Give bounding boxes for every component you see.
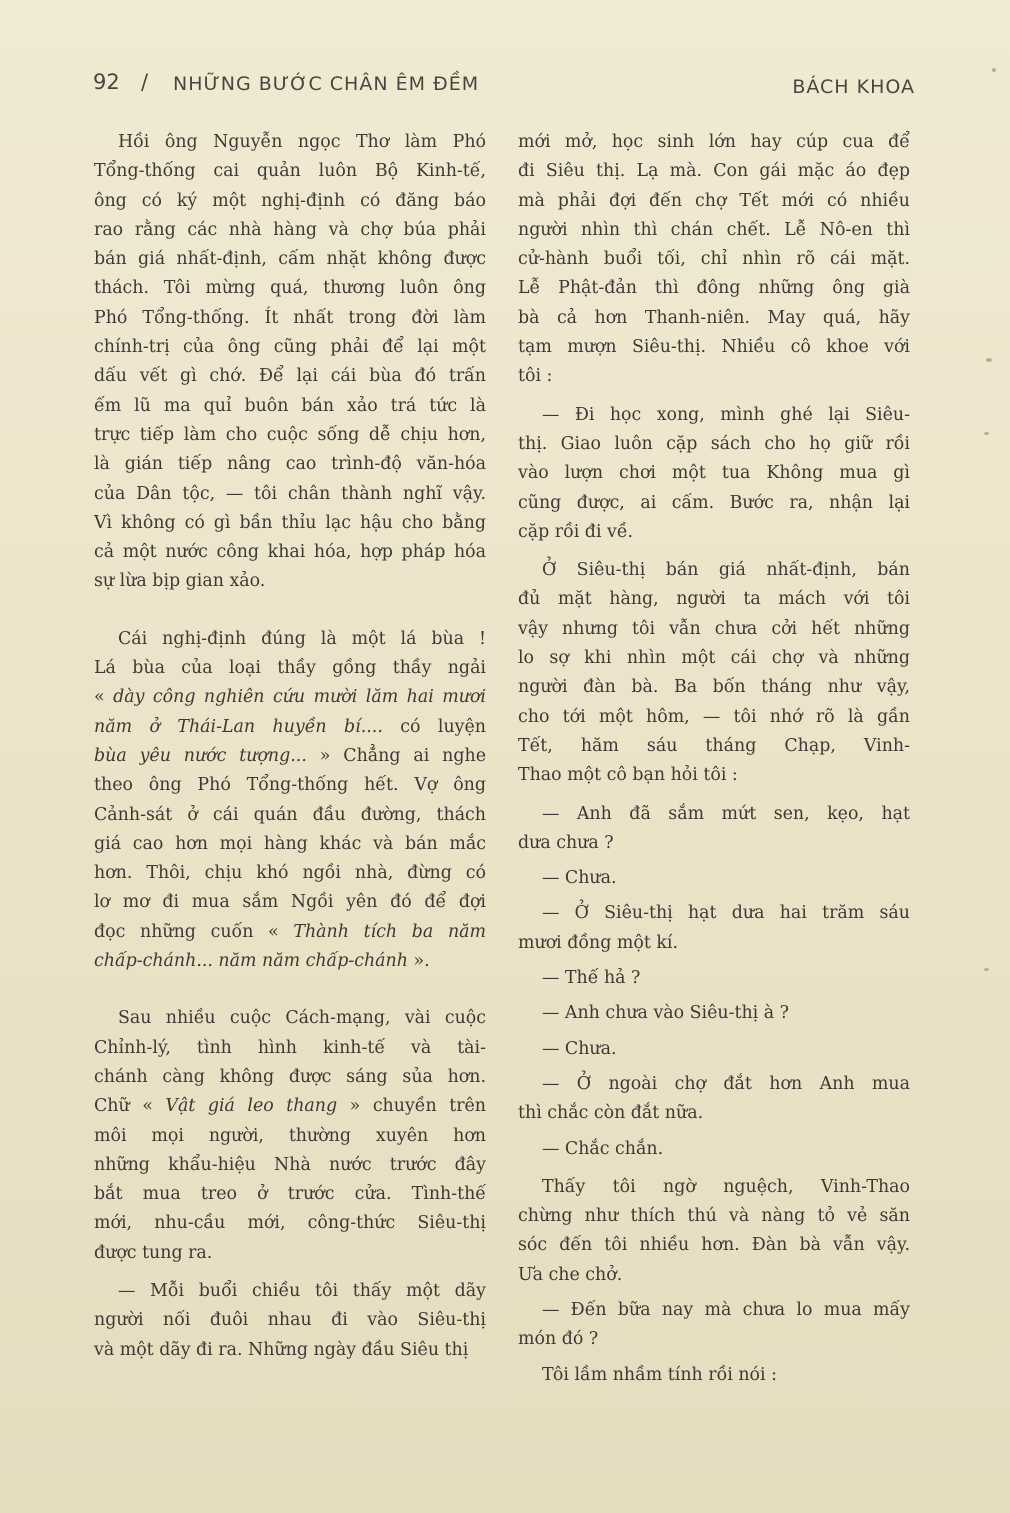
paragraph <box>518 999 910 1028</box>
text-line: bà cả hơn Thanh-niên. May quá, hãy <box>518 307 910 328</box>
text-line: — Anh đã sắm mứt sen, kẹo, hạt <box>542 803 910 824</box>
text-line: Cảnh-sát ở cái quán đầu đường, thách <box>94 804 486 825</box>
paragraph <box>94 625 486 977</box>
paragraph <box>518 964 910 993</box>
paragraph <box>518 128 910 392</box>
text-line: đi Siêu thị. Lạ mà. Con gái mặc áo đẹp <box>518 161 910 182</box>
paragraph-gap <box>518 791 910 800</box>
text-line: vào lượn chơi một tua Không mua gì <box>518 463 910 484</box>
text-line: người nối đuôi nhau đi vào Siêu-thị <box>94 1310 486 1331</box>
paragraph <box>518 1173 910 1290</box>
text-line: Hồi ông Nguyễn ngọc Thơ làm Phó <box>118 132 486 152</box>
paragraph <box>94 1004 486 1268</box>
text-line: tôi : <box>518 366 553 387</box>
text-line: thì chắc còn đắt nữa. <box>518 1103 704 1124</box>
text-line: sự lừa bịp gian xảo. <box>94 571 266 592</box>
text-line: Lá bùa của loại thầy gồng thầy ngải <box>94 658 486 679</box>
text-line: tạm mượn Siêu-thị. Nhiều cô khoe với <box>518 337 910 358</box>
text-line: « dày công nghiên cứu mười lăm hai mươi <box>94 687 486 708</box>
text-line: Lễ Phật-đản thì đông những ông già <box>518 278 910 299</box>
text-line: đọc những cuốn « Thành tích ba năm <box>94 921 486 942</box>
page-number: 92 <box>93 70 120 94</box>
text-line: cũng được, ai cấm. Bước ra, nhận lại <box>518 492 910 513</box>
text-line: Ở Siêu-thị bán giá nhất-định, bán <box>542 560 910 581</box>
paragraph <box>518 864 910 893</box>
text-line: Sau nhiều cuộc Cách-mạng, vài cuộc <box>118 1008 486 1029</box>
text-line: Thấy tôi ngờ nguệch, Vinh-Thao <box>542 1176 910 1197</box>
paragraph <box>518 1361 910 1390</box>
text-line: cho tới một hôm, — tôi nhớ rõ là gần <box>518 706 910 727</box>
text-line: — Mỗi buổi chiều tôi thấy một dãy <box>118 1280 486 1301</box>
text-line: chính-trị của ông cũng phải để lại một <box>94 337 486 358</box>
text-line: chừng như thích thú và nàng tỏ vẻ săn <box>518 1206 910 1227</box>
text-line: Ưa che chở. <box>518 1264 623 1285</box>
section-title: NHỮNG BƯỚC CHÂN ÊM ĐỀM <box>173 73 480 95</box>
text-line: mà phải đợi đến chợ Tết mới có nhiều <box>518 190 910 211</box>
text-line: cử-hành buổi tối, chỉ nhìn rõ cái mặt. <box>518 249 910 270</box>
paragraph <box>518 899 910 958</box>
text-line: người nhìn thì chán chết. Lễ Nô-en thì <box>518 219 910 240</box>
running-header <box>93 66 915 100</box>
text-line: sóc đến tôi nhiều hơn. Đàn bà vẫn vậy. <box>518 1235 910 1256</box>
text-line: cả một nước công khai hóa, hợp pháp hóa <box>94 542 486 563</box>
paragraph <box>518 1135 910 1164</box>
text-line: Cái nghị-định đúng là một lá bùa ! <box>118 628 486 649</box>
magazine-name: BÁCH KHOA <box>792 76 915 98</box>
text-line: bán giá nhất-định, cấm nhặt không được <box>94 249 486 270</box>
text-line: — Chưa. <box>542 1038 617 1059</box>
text-line: hơn. Thôi, chịu khó ngồi nhà, đừng có <box>94 863 486 884</box>
header-separator: / <box>141 70 149 94</box>
text-line: vậy nhưng tôi vẫn chưa cởi hết những <box>518 618 910 639</box>
paragraph-gap <box>94 1268 486 1277</box>
paragraph <box>94 128 486 597</box>
paper-speck <box>986 358 992 362</box>
text-line: mươi đồng một kí. <box>518 932 678 953</box>
text-line: — Ở ngoài chợ đắt hơn Anh mua <box>542 1073 910 1094</box>
text-line: bùa yêu nước tượng... » Chẳng ai nghe <box>94 745 486 766</box>
text-line: được tung ra. <box>94 1242 213 1263</box>
text-line: những khẩu-hiệu Nhà nước trước đây <box>94 1154 486 1175</box>
paper-speck <box>992 68 996 72</box>
paragraph-gap <box>94 597 486 625</box>
text-line: môi mọi người, thường xuyên hơn <box>94 1125 486 1146</box>
text-line: người đàn bà. Ba bốn tháng như vậy, <box>518 677 910 698</box>
paragraph <box>518 1296 910 1355</box>
text-line: của Dân tộc, — tôi chân thành nghĩ vậy. <box>94 483 486 504</box>
text-line: — Anh chưa vào Siêu-thị à ? <box>542 1003 789 1024</box>
text-line: dưa chưa ? <box>518 832 614 853</box>
paragraph <box>518 556 910 790</box>
text-line: — Đi học xong, mình ghé lại Siêu- <box>542 404 910 425</box>
paragraph-gap <box>518 392 910 401</box>
text-line: mới, nhu-cầu mới, công-thức Siêu-thị <box>94 1213 486 1234</box>
text-line: — Thế hả ? <box>542 968 641 989</box>
text-line: lơ mơ đi mua sắm Ngồi yên đó để đợi <box>94 892 486 913</box>
paragraph-gap <box>94 976 486 1004</box>
paragraph-gap <box>518 1164 910 1173</box>
text-line: ông có ký một nghị-định có đăng báo <box>94 190 486 211</box>
text-line: Tết, hăm sáu tháng Chạp, Vinh- <box>518 735 910 756</box>
text-line: lo sợ khi nhìn một cái chợ và những <box>518 648 910 669</box>
text-line: chánh càng không được sáng sủa hơn. <box>94 1066 486 1087</box>
text-line: đủ mặt hàng, người ta mách với tôi <box>518 589 910 610</box>
text-line: món đó ? <box>518 1329 599 1350</box>
text-line: năm ở Thái-Lan huyền bí.... có luyện <box>94 716 486 737</box>
text-line: Tổng-thống cai quản luôn Bộ Kinh-tế, <box>94 161 486 182</box>
text-line: Thao một cô bạn hỏi tôi : <box>518 765 738 786</box>
paragraph-gap <box>518 547 910 556</box>
text-line: chấp-chánh... năm năm chấp-chánh ». <box>94 951 430 972</box>
text-line: là gián tiếp nâng cao trình-độ văn-hóa <box>94 454 486 475</box>
text-line: ếm lũ ma quỉ buôn bán xảo trá tức là <box>94 395 486 416</box>
right-column <box>518 128 910 1390</box>
paragraph <box>518 1070 910 1129</box>
paragraph <box>518 401 910 547</box>
text-line: Phó Tổng-thống. Ít nhất trong đời làm <box>94 307 486 328</box>
paragraph <box>94 1277 486 1365</box>
text-line: bắt mua treo ở trước cửa. Tình-thế <box>94 1184 486 1205</box>
text-line: Chỉnh-lý, tình hình kinh-tế và tài- <box>94 1037 486 1058</box>
text-line: — Ở Siêu-thị hạt dưa hai trăm sáu <box>542 903 910 924</box>
left-column <box>94 128 486 1365</box>
text-line: và một dãy đi ra. Những ngày đầu Siêu thị <box>94 1339 469 1360</box>
text-line: giá cao hơn mọi hàng khác và bán mắc <box>94 833 486 854</box>
text-line: Chữ « Vật giá leo thang » chuyền trên <box>94 1096 486 1117</box>
text-line: Tôi lầm nhầm tính rồi nói : <box>542 1364 777 1385</box>
text-line: — Chắc chắn. <box>542 1138 664 1159</box>
text-line: mới mở, học sinh lớn hay cúp cua để <box>518 132 910 152</box>
paragraph <box>518 800 910 859</box>
paper-speck <box>984 968 989 971</box>
text-line: — Chưa. <box>542 868 617 889</box>
text-line: trực tiếp làm cho cuộc sống dễ chịu hơn, <box>94 424 486 445</box>
text-line: cặp rồi đi về. <box>518 521 634 542</box>
text-line: rao rằng các nhà hàng và chợ búa phải <box>94 219 486 240</box>
paper-speck <box>984 432 989 435</box>
text-line: thị. Giao luôn cặp sách cho họ giữ rồi <box>518 433 910 454</box>
text-line: dấu vết gì chớ. Để lại cái bùa đó trấn <box>94 366 486 387</box>
text-line: Vì không có gì bần thỉu lạc hậu cho bằng <box>94 512 486 533</box>
text-line: — Đến bữa nay mà chưa lo mua mấy <box>542 1299 910 1320</box>
paragraph <box>518 1035 910 1064</box>
text-line: thách. Tôi mừng quá, thương luôn ông <box>94 278 486 299</box>
text-line: theo ông Phó Tổng-thống hết. Vợ ông <box>94 775 486 796</box>
